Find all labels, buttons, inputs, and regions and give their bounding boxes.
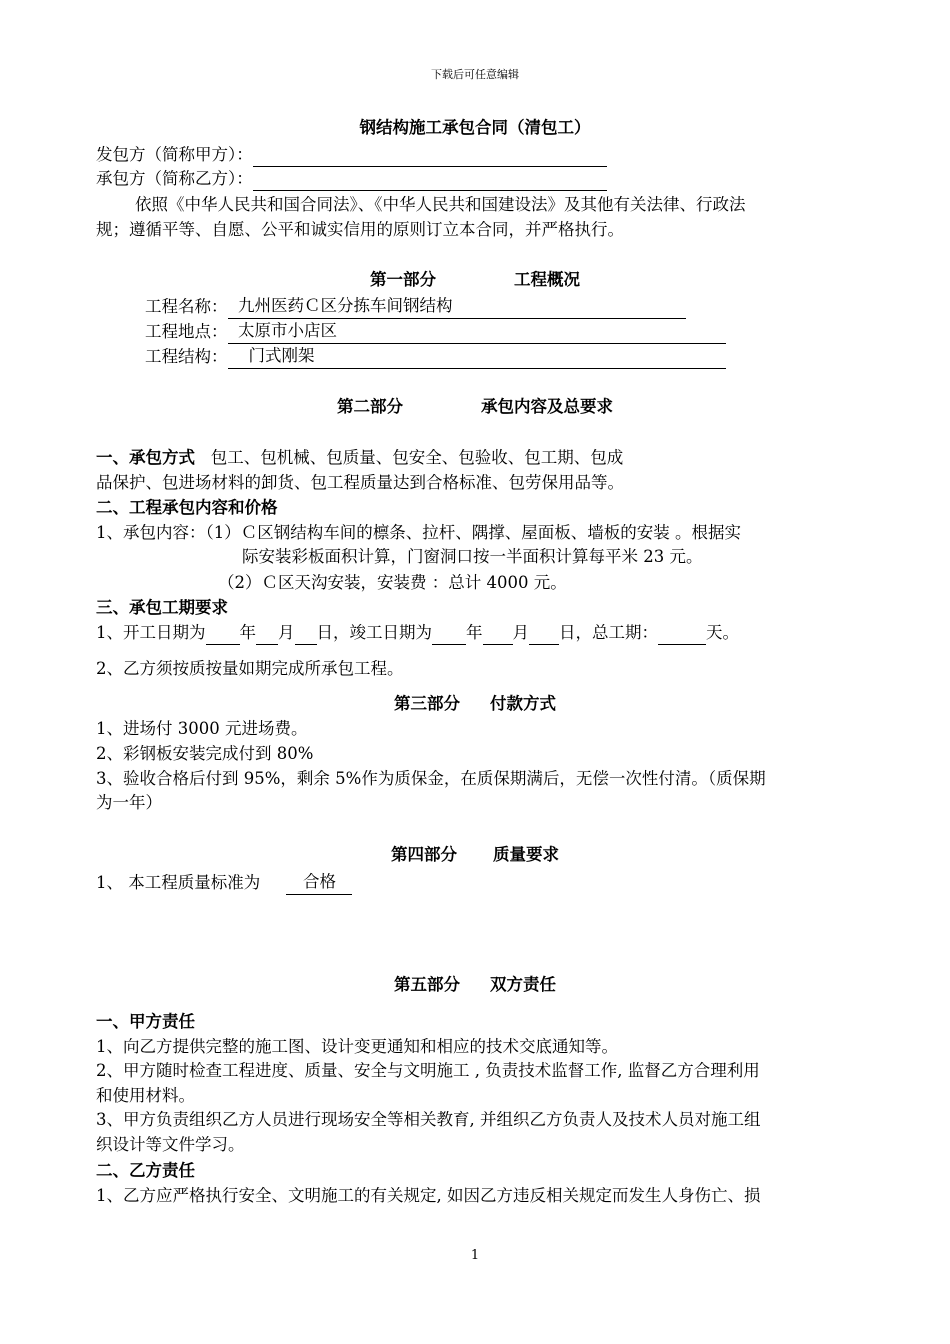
project-name-line [145,294,686,319]
end-date-label: 日，竣工日期为 [316,623,432,642]
part3-heading-number: 第三部分 [394,694,460,713]
part2-heading-number: 第二部分 [337,397,403,416]
part5-heading-title: 双方责任 [490,975,556,994]
party-a-duty-2-cont: 和使用材料。 [96,1086,195,1105]
end-day-blank [529,626,559,645]
project-structure-field [228,344,726,369]
part3-heading-title: 付款方式 [490,694,556,713]
page-number: 1 [470,1248,480,1263]
scope-item-2: （2）Ｃ区天沟安装，安装费 ：总计 4000 元。 [218,573,567,592]
scope-item-1: 1、承包内容：（1）Ｃ区钢结构车间的檩条、拉杆、隅撑、屋面板、墙板的安装 。根据实 [96,523,741,542]
part1-heading-number: 第一部分 [370,270,436,289]
total-duration-unit: 天。 [706,623,739,642]
page-header: 下载后可任意编辑 [431,68,519,81]
scope-item-1-cont: 际安装彩板面积计算，门窗洞口按一半面积计算每平米 23 元。 [242,547,703,566]
project-structure-line [145,344,726,369]
party-a-blank [253,148,607,167]
intro-line-2: 规；遵循平等、自愿、公平和诚实信用的原则订立本合同，并严格执行。 [96,220,624,239]
total-duration-label: 日，总工期： [559,623,658,642]
start-date-label: 1、开工日期为 [96,623,206,642]
project-site-line [145,319,726,344]
party-a-duty-3-cont: 织设计等文件学习。 [96,1135,245,1154]
schedule-item-2: 2、乙方须按质按量如期完成所承包工程。 [96,659,404,678]
end-month-unit: 月 [512,623,529,642]
quality-item-1 [96,870,352,895]
party-a-label: 发包方（简称甲方）： [96,145,253,164]
part4-heading-title: 质量要求 [493,845,559,864]
part1-heading-title: 工程概况 [514,270,580,289]
party-b-label: 承包方（简称乙方）： [96,169,253,188]
part1-heading [0,268,950,292]
contract-mode-text: 包工、包机械、包质量、包安全、包验收、包工期、包成 [210,448,624,467]
schedule-title: 三、承包工期要求 [96,598,228,617]
party-a-duty-2: 2、甲方随时检查工程进度、质量、安全与文明施工 , 负责技术监督工作, 监督乙方合理利用 [96,1061,760,1080]
project-site-label: 工程地点： [145,322,228,341]
payment-item-3-cont: 为一年） [96,793,162,812]
end-month-blank [483,626,513,645]
payment-item-1: 1、进场付 3000 元进场费。 [96,719,308,738]
contract-mode-line [96,446,623,470]
party-a-line [96,143,607,167]
part5-heading [0,973,950,997]
quality-standard-label: 1、 本工程质量标准为 [96,873,261,892]
project-structure-label: 工程结构： [145,347,228,366]
part5-heading-number: 第五部分 [394,975,460,994]
part2-heading-title: 承包内容及总要求 [481,397,613,416]
scope-price-title: 二、工程承包内容和价格 [96,498,278,517]
part2-heading [0,395,950,419]
contract-mode-title: 一、承包方式 [96,448,195,467]
start-year-unit: 年 [239,623,256,642]
start-month-unit: 月 [278,623,295,642]
end-year-blank [432,626,466,645]
party-b-line [96,167,607,191]
total-duration-blank [658,626,706,645]
quality-standard-field [286,870,352,895]
part4-heading [0,843,950,867]
party-a-duties-title: 一、甲方责任 [96,1012,195,1031]
party-a-duty-3: 3、甲方负责组织乙方人员进行现场安全等相关教育, 并组织乙方负责人及技术人员对施工组 [96,1110,761,1129]
schedule-item-1 [96,621,739,645]
quality-standard-value: 合格 [302,872,336,891]
intro-line-1: 依照《中华人民共和国合同法》、《中华人民共和国建设法》及其他有关法律、行政法 [135,195,746,214]
start-year-blank [206,626,240,645]
project-structure-value: 门式刚架 [248,346,315,365]
payment-item-2: 2、彩钢板安装完成付到 80% [96,744,314,763]
project-name-value: 九州医药Ｃ区分拣车间钢结构 [238,296,453,315]
contract-title: 钢结构施工承包合同（清包工） [359,118,591,137]
start-day-blank [295,626,317,645]
part3-heading [0,692,950,716]
end-year-unit: 年 [466,623,483,642]
contract-mode-line-2: 品保护、包进场材料的卸货、包工程质量达到合格标准、包劳保用品等。 [96,473,624,492]
project-site-field [228,319,726,344]
party-b-blank [253,172,607,191]
start-month-blank [256,626,278,645]
party-a-duty-1: 1、向乙方提供完整的施工图、设计变更通知和相应的技术交底通知等。 [96,1037,618,1056]
project-name-label: 工程名称： [145,297,228,316]
project-site-value: 太原市小店区 [238,321,337,340]
party-b-duty-1: 1、乙方应严格执行安全、文明施工的有关规定, 如因乙方违反相关规定而发生人身伤亡、损 [96,1186,761,1205]
project-name-field [228,294,686,319]
party-b-duties-title: 二、乙方责任 [96,1161,195,1180]
payment-item-3: 3、验收合格后付到 95%，剩余 5%作为质保金，在质保期满后，无偿一次性付清。（质保期 [96,769,766,788]
part4-heading-number: 第四部分 [391,845,457,864]
